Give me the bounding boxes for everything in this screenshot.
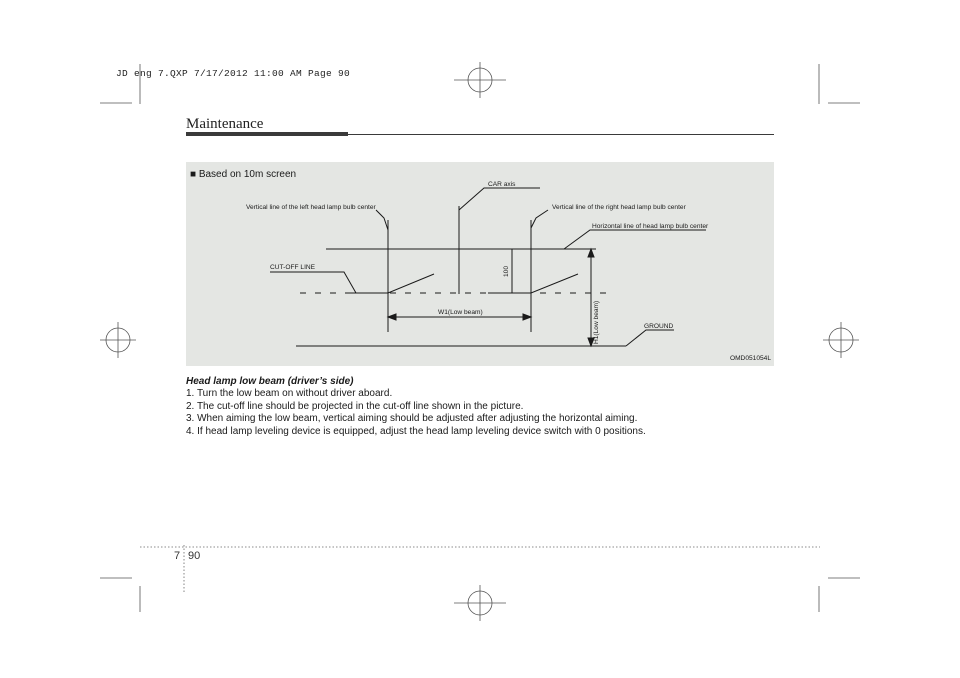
- chapter-number: 7: [174, 550, 181, 562]
- page-number: 90: [188, 550, 201, 562]
- section-title: Maintenance: [186, 116, 264, 132]
- registration-target-icon: [823, 322, 859, 358]
- registration-target-icon: [454, 62, 506, 98]
- label-dim-100: 100: [503, 265, 510, 277]
- instruction-step: 2. The cut-off line should be projected in the cut-off line shown in the picture.: [186, 400, 524, 412]
- instructions-block: [186, 376, 776, 438]
- section-title-rule: [348, 134, 774, 135]
- instruction-step: 3. When aiming the low beam, vertical aiming should be adjusted after adjusting the horizontal aiming.: [186, 413, 638, 425]
- registration-target-icon: [454, 585, 506, 621]
- figure-caption: ■ Based on 10m screen: [190, 169, 297, 180]
- label-ground: GROUND: [644, 323, 674, 330]
- left-cutoff-shape: [346, 274, 434, 293]
- ground-leader: [626, 330, 674, 346]
- figure-code: OMD051054L: [729, 355, 771, 362]
- headlamp-aiming-diagram: [186, 162, 774, 366]
- label-cutoff: CUT-OFF LINE: [270, 264, 316, 271]
- car-axis-leader: [459, 188, 540, 210]
- h1-arrow-top-icon: [588, 249, 594, 257]
- right-vertical-leader: [531, 210, 548, 228]
- w1-arrow-left-icon: [388, 314, 396, 320]
- label-h1: H1(Low beam): [593, 300, 600, 344]
- w1-arrow-right-icon: [523, 314, 531, 320]
- print-slug: JD eng 7.QXP 7/17/2012 11:00 AM Page 90: [116, 68, 351, 79]
- label-right-vertical: Vertical line of the right head lamp bulb center: [552, 204, 686, 211]
- label-horizontal: Horizontal line of head lamp bulb center: [592, 223, 709, 230]
- left-vertical-leader: [376, 210, 388, 230]
- label-car-axis: CAR axis: [488, 181, 516, 188]
- label-left-vertical: Vertical line of the left head lamp bulb center: [246, 204, 376, 211]
- instruction-step: 1. Turn the low beam on without driver aboard.: [186, 388, 393, 400]
- label-w1: W1(Low beam): [438, 309, 483, 316]
- instructions-heading: Head lamp low beam (driver’s side): [186, 376, 354, 387]
- horizontal-leader: [564, 230, 706, 249]
- registration-target-icon: [100, 322, 136, 358]
- right-cutoff-shape: [488, 274, 578, 293]
- instruction-step: 4. If head lamp leveling device is equipped, adjust the head lamp leveling device switch with 0 positions.: [186, 425, 646, 437]
- cutoff-leader: [270, 272, 356, 293]
- section-title-bar: [186, 132, 348, 136]
